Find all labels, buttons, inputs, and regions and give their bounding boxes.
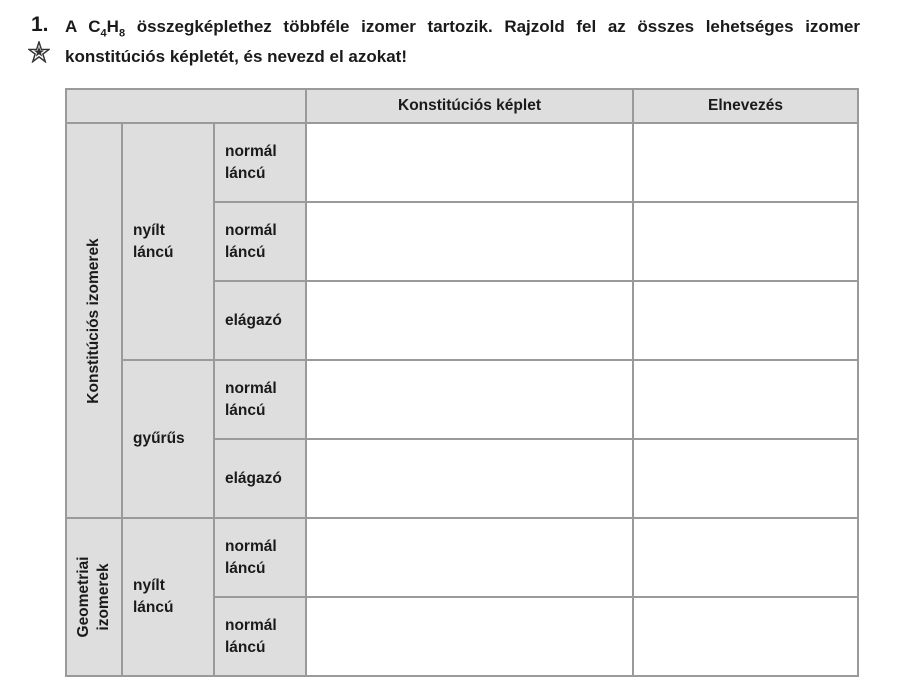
name-cell[interactable]: [633, 518, 858, 597]
header-corner: [66, 89, 306, 123]
row-label: normál láncú: [214, 360, 306, 439]
question-text: A $C_4H_8$ összegképlethez többféle izomer tartozik. Rajzold fel az összes lehetséges izomer konstitúciós képletét, és nevezd el azokat!: [65, 17, 860, 67]
name-cell[interactable]: [633, 123, 858, 202]
name-cell[interactable]: [633, 202, 858, 281]
formula-cell[interactable]: [306, 123, 633, 202]
table-row: [66, 360, 858, 439]
name-cell[interactable]: [633, 597, 858, 676]
name-cell[interactable]: [633, 360, 858, 439]
formula-cell[interactable]: [306, 360, 633, 439]
group-geometric: [66, 518, 122, 676]
formula-cell[interactable]: [306, 202, 633, 281]
group-constitutional-label: Konstitúciós izomerek: [85, 237, 102, 404]
row-label: normál láncú: [214, 518, 306, 597]
row-label: normál láncú: [214, 597, 306, 676]
table-row: [66, 123, 858, 202]
name-cell[interactable]: [633, 439, 858, 518]
subgroup-ring: gyűrűs: [122, 360, 214, 518]
table-row: [66, 518, 858, 597]
question-number: 1.: [31, 13, 49, 36]
header-name: Elnevezés: [633, 89, 858, 123]
name-cell[interactable]: [633, 281, 858, 360]
header-formula: Konstitúciós képlet: [306, 89, 633, 123]
formula-cell[interactable]: [306, 597, 633, 676]
subgroup-open-chain-geometric: nyílt láncú: [122, 518, 214, 676]
row-label: normál láncú: [214, 202, 306, 281]
group-constitutional: [66, 123, 122, 518]
star-icon: [28, 41, 50, 63]
subgroup-open-chain: nyílt láncú: [122, 123, 214, 360]
group-geometric-label: Geometriai izomerek: [75, 556, 112, 638]
header-row: [66, 89, 858, 123]
formula-cell[interactable]: [306, 281, 633, 360]
isomer-table: [65, 88, 859, 677]
row-label: normál láncú: [214, 123, 306, 202]
row-label: elágazó: [214, 281, 306, 360]
row-label: elágazó: [214, 439, 306, 518]
formula-cell[interactable]: [306, 518, 633, 597]
formula-cell[interactable]: [306, 439, 633, 518]
